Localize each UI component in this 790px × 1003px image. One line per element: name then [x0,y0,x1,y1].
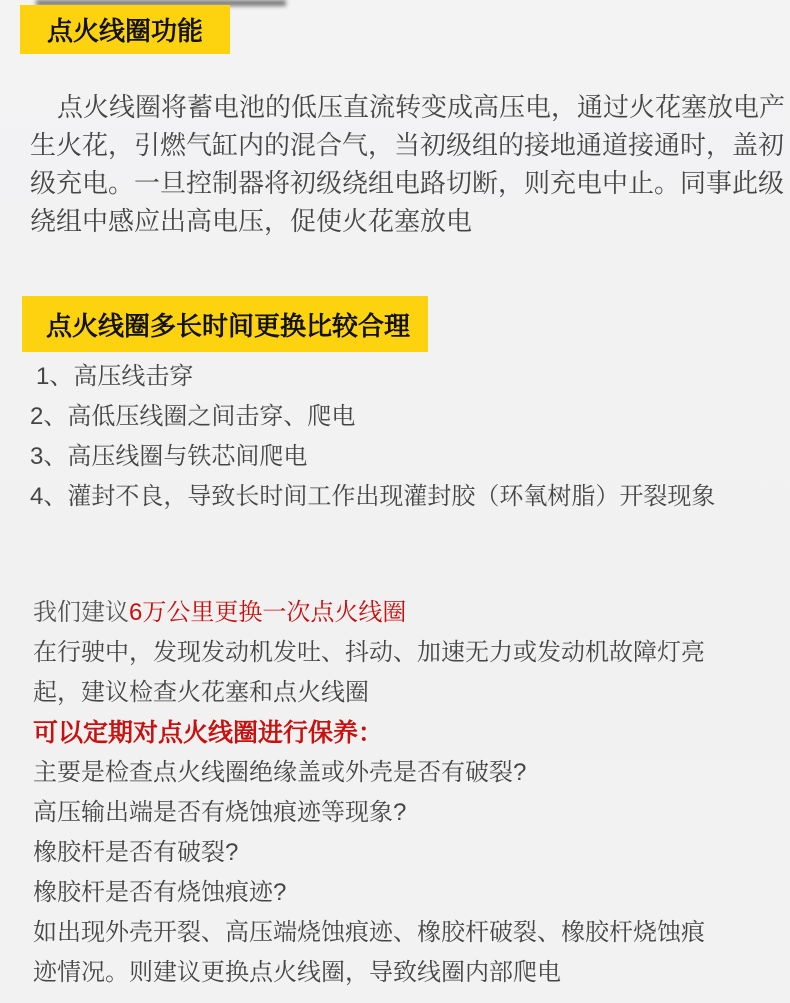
suggestion-line [33,593,783,633]
maintenance-title: 可以定期对点火线圈进行保养： [33,719,384,747]
list-item: 4、灌封不良，导致长时间工作出现灌封胶（环氧树脂）开裂现象 [30,483,716,510]
check-line: 橡胶杆是否有破裂? [33,839,239,866]
failure-mode-list [30,357,780,517]
list-item: 3、高压线圈与铁芯间爬电 [30,443,308,470]
check-line: 高压输出端是否有烧蚀痕迹等现象? [33,799,407,826]
section-header-function-label: 点火线圈功能 [47,16,204,46]
check-line: 橡胶杆是否有烧蚀痕迹? [33,879,287,906]
suggestion-prefix: 我们建议 [33,599,129,626]
advice-block [33,593,783,993]
paragraph-line: 绕组中感应出高电压，促使火花塞放电 [30,206,473,236]
section-header-replace-interval [22,296,428,352]
list-item: 1、高压线击穿 [36,363,194,390]
check-line: 主要是检查点火线圈绝缘盖或外壳是否有破裂? [33,759,527,786]
function-paragraph [30,88,786,240]
list-item: 2、高低压线圈之间击穿、爬电 [30,403,356,430]
symptom-line: 起，建议检查火花塞和点火线圈 [33,679,369,706]
check-line: 迹情况。则建议更换点火线圈，导致线圈内部爬电 [33,959,561,986]
paragraph-line: 级充电。一旦控制器将初级绕组电路切断，则充电中止。同事此级 [30,168,785,198]
check-line: 如出现外壳开裂、高压端烧蚀痕迹、橡胶杆破裂、橡胶杆烧蚀痕 [33,919,705,946]
symptom-line: 在行驶中，发现发动机发吐、抖动、加速无力或发动机故障灯亮 [33,639,705,666]
section-header-replace-interval-label: 点火线圈多长时间更换比较合理 [46,310,411,341]
paragraph-line: 生火花，引燃气缸内的混合气，当初级组的接地通道接通时，盖初 [30,130,785,160]
paragraph-line: 点火线圈将蓄电池的低压直流转变成高压电，通过火花塞放电产 [57,92,786,122]
suggestion-highlight: 6万公里更换一次点火线圈 [129,599,407,626]
section-header-function [20,5,230,54]
